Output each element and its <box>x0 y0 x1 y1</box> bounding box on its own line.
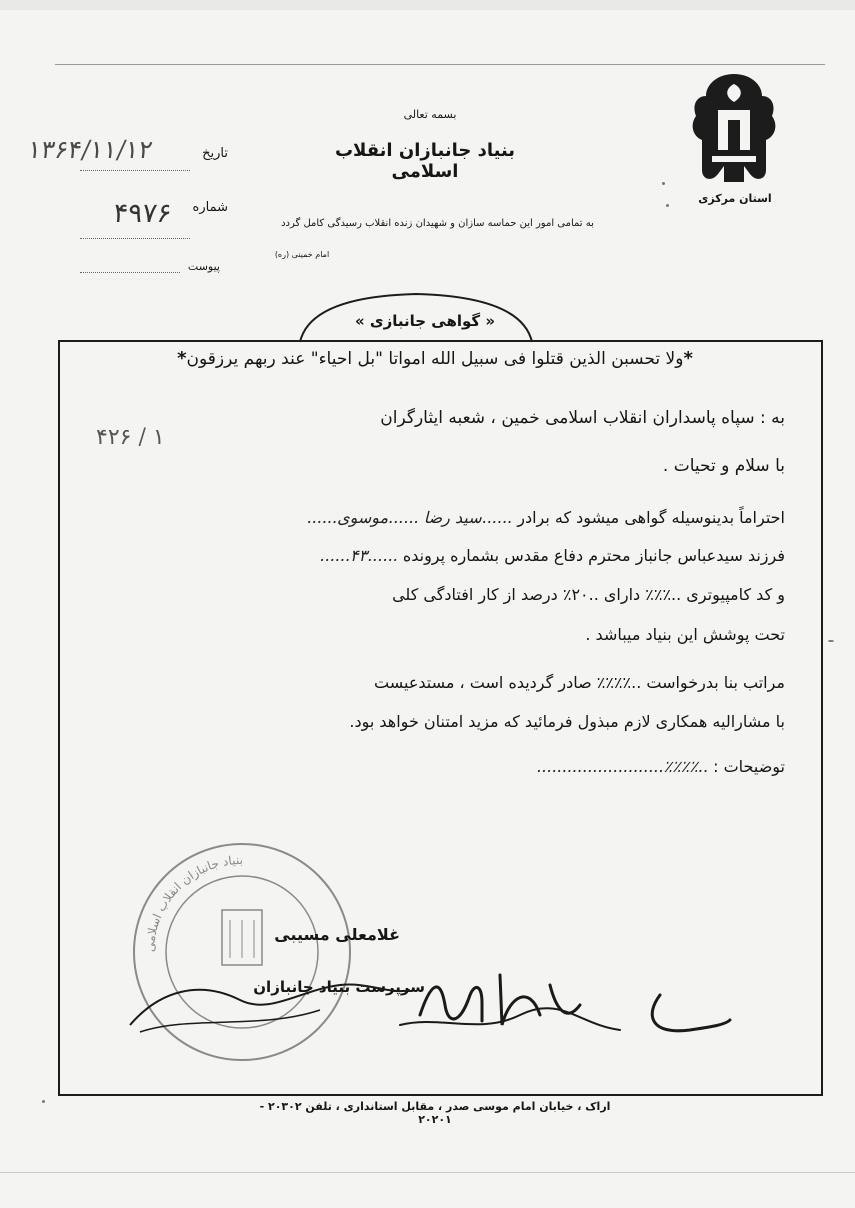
scan-edge <box>0 0 855 10</box>
date-dotline <box>80 170 190 171</box>
body-line-1 <box>85 508 785 527</box>
body-line-4: تحت پوشش این بنیاد میباشد . <box>585 625 785 644</box>
certificate-title: « گواهی جانبازی » <box>354 312 496 330</box>
person-name: ......سید رضا ......موسوی...... <box>306 508 513 527</box>
stamp-text: بنیاد جانبازان انقلاب اسلامی <box>142 852 244 953</box>
date-value: ۱۳۶۴/۱۱/۱۲ <box>26 135 155 164</box>
notes-label: توضیحات : <box>713 757 785 776</box>
attachment-label: پیوست <box>187 260 220 273</box>
scan-speck <box>42 1100 45 1103</box>
number-value: ۴۹۷۶ <box>111 198 174 229</box>
stamp-signature-scribble <box>120 970 420 1040</box>
verse: *ولا تحسبن الذین قتلوا فی سبیل الله امواتا "بل احیاء" عند ربهم یرزقون* <box>177 348 693 369</box>
footer-address: اراک ، خیابان امام موسی صدر ، مقابل استانداری ، تلفن ۲۰۳۰۲ - ۲۰۲۰۱ <box>259 1100 611 1126</box>
motto-attribution: امام خمینی (ره) <box>274 250 330 259</box>
notes-line <box>85 757 785 776</box>
recipient-line: به : سپاه پاسداران انقلاب اسلامی خمین ، شعبه ایثارگران <box>380 408 785 428</box>
province-caption: استان مرکزی <box>698 192 772 205</box>
number-dotline <box>80 238 190 239</box>
body-line-2-prefix: فرزند سیدعباس جانباز محترم دفاع مقدس بشماره پرونده <box>402 546 785 565</box>
scan-speck <box>666 204 669 207</box>
signatory-name: غلامعلی مسیبی <box>274 925 400 944</box>
body-line-3: و کد کامپیوتری ..٪٪٪ دارای ..۲۰٪ درصد از کار افتادگی کلی <box>392 585 785 604</box>
greeting: با سلام و تحیات . <box>662 456 785 476</box>
file-number: ......۴۳...... <box>319 546 398 565</box>
date-label: تاریخ <box>202 146 228 161</box>
scan-edge <box>0 1172 855 1173</box>
foundation-logo-icon <box>688 70 780 188</box>
margin-note: ۴۲۶ / ۱ <box>96 425 165 450</box>
body-line-5: مراتب بنا بدرخواست ..٪٪٪٪ صادر گردیده است ، مستدعیست <box>374 673 785 692</box>
motto: به تمامی امور این حماسه سازان و شهیدان زنده انقلاب رسیدگی کامل گردد <box>281 218 594 229</box>
verse-text: ولا تحسبن الذین قتلوا فی سبیل الله امواتا "بل احیاء" عند ربهم یرزقون <box>186 349 684 369</box>
org-title: بنیاد جانبازان انقلاب اسلامی <box>334 140 516 182</box>
scan-rule <box>55 64 825 65</box>
basmala: بسمه تعالی <box>403 108 457 121</box>
signatory-role: سرپرست بنیاد جانبازان <box>253 978 425 996</box>
number-label: شماره <box>192 200 228 215</box>
svg-text:بنیاد جانبازان انقلاب اسلامی <box>143 853 243 952</box>
handwritten-signature <box>390 955 740 1045</box>
notes-value: ..٪٪٪٪......................... <box>536 757 709 776</box>
body-line-2 <box>85 546 785 565</box>
attachment-dotline <box>80 272 180 273</box>
scan-speck <box>828 640 834 642</box>
scan-speck <box>662 182 665 185</box>
body-line-1-prefix: احتراماً بدینوسیله گواهی میشود که برادر <box>517 508 785 527</box>
body-line-6: با مشارالیه همکاری لازم مبذول فرمائید که مزید امتنان خواهد بود. <box>349 712 785 731</box>
